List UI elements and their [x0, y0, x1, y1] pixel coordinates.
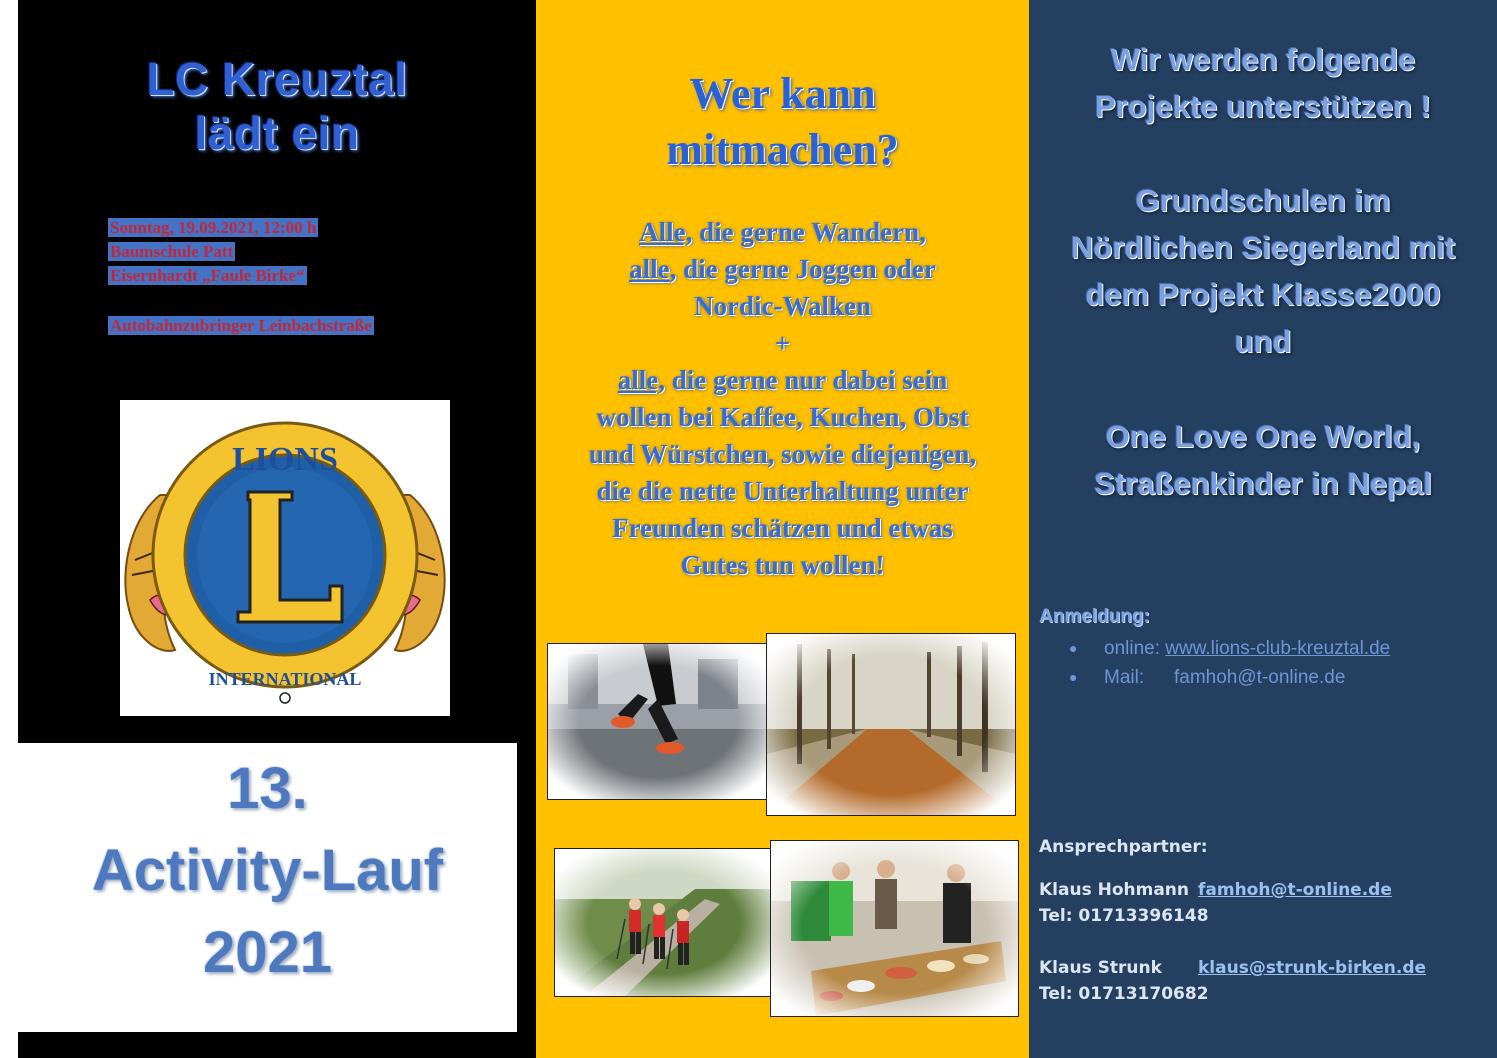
who-can-join-title — [536, 66, 1029, 178]
body-line2-underlined: alle — [629, 254, 670, 284]
website-link[interactable]: www.lions-club-kreuztal.de — [1165, 638, 1391, 659]
event-place-1: Baumschule Patt — [110, 242, 234, 261]
body-line1: die gerne Wandern, — [692, 217, 926, 247]
event-title-box — [18, 743, 517, 1032]
body-line2: , die gerne Joggen oder — [669, 254, 936, 284]
body-line7: die die nette Unterhaltung unter — [596, 476, 969, 506]
body-line1-underlined: Alle, — [639, 217, 693, 247]
body-line3: Nordic-Walken — [693, 291, 871, 321]
body-line4-underlined: alle, — [617, 365, 665, 395]
contact2-phone: Tel: 01713170682 — [1039, 984, 1209, 1004]
mail-value: famhoh@t-online.de — [1174, 667, 1346, 688]
project-schools-line1: Grundschulen im — [1135, 183, 1391, 218]
left-panel — [18, 0, 536, 1058]
photo-runner — [547, 643, 769, 800]
lions-logo — [120, 400, 450, 716]
body-line8: Freunden schätzen und etwas — [612, 513, 953, 543]
body-line5: wollen bei Kaffee, Kuchen, Obst — [596, 402, 969, 432]
photo-nordic-walking — [554, 848, 774, 997]
lions-emblem-icon — [120, 400, 450, 716]
contacts-label: Ansprechpartner: — [1039, 837, 1208, 857]
event-date: Sonntag, 19.09.2021, 12:00 h — [110, 218, 317, 237]
contact1-phone: Tel: 01713396148 — [1039, 906, 1209, 926]
logo-top-text: LIONS — [232, 441, 338, 478]
club-title-line2: lädt ein — [194, 107, 360, 159]
event-access: Autobahnzubringer Leinbachstraße — [110, 316, 372, 335]
who-title-line2: mitmachen? — [666, 125, 899, 174]
project-schools-line2: Nördlichen Siegerland mit — [1070, 230, 1456, 265]
middle-panel — [536, 0, 1029, 1058]
body-line9: Gutes tun wollen! — [680, 550, 885, 580]
projects-heading-line2: Projekte unterstützen ! — [1095, 89, 1431, 124]
photo-buffet — [770, 840, 1019, 1017]
projects-heading — [1029, 36, 1497, 130]
right-panel — [1029, 0, 1497, 1058]
registration-label: Anmeldung: — [1039, 606, 1150, 627]
body-line6: und Würstchen, sowie diejenigen, — [588, 439, 977, 469]
club-title — [18, 52, 536, 160]
contact2-email-link[interactable]: klaus@strunk-birken.de — [1198, 958, 1427, 978]
project-schools — [1029, 177, 1497, 365]
event-details — [108, 216, 374, 338]
contact1-name: Klaus Hohmann — [1039, 880, 1190, 900]
body-plus: + — [774, 328, 791, 358]
project-schools-line3: dem Projekt Klasse2000 — [1085, 277, 1441, 312]
contact1-email-link[interactable]: famhoh@t-online.de — [1198, 880, 1392, 900]
photo-forest-path — [766, 633, 1016, 816]
project-nepal-line2: Straßenkinder in Nepal — [1094, 466, 1432, 501]
bullet-icon: ● — [1069, 640, 1078, 656]
registration-list — [1069, 634, 1390, 692]
who-title-line1: Wer kann — [689, 69, 876, 118]
who-can-join-text — [544, 214, 1021, 584]
project-nepal-line1: One Love One World, — [1105, 419, 1421, 454]
project-schools-line4: und — [1234, 324, 1292, 359]
mail-label: Mail: — [1104, 667, 1145, 688]
bullet-icon: ● — [1069, 669, 1078, 685]
club-title-line1: LC Kreuztal — [146, 53, 408, 105]
projects-heading-line1: Wir werden folgende — [1110, 42, 1416, 77]
event-number: 13. — [227, 756, 308, 821]
logo-bottom-text: INTERNATIONAL — [208, 669, 362, 689]
contacts — [1039, 834, 1426, 1007]
online-label: online: — [1104, 638, 1160, 659]
project-nepal — [1029, 413, 1497, 507]
contact2-name: Klaus Strunk — [1039, 958, 1162, 978]
event-place-2: Eisernhardt „Faule Birke“ — [110, 266, 305, 285]
event-year: 2021 — [202, 920, 333, 985]
body-line4: die gerne nur dabei sein — [664, 365, 948, 395]
event-name: Activity-Lauf — [91, 838, 444, 903]
